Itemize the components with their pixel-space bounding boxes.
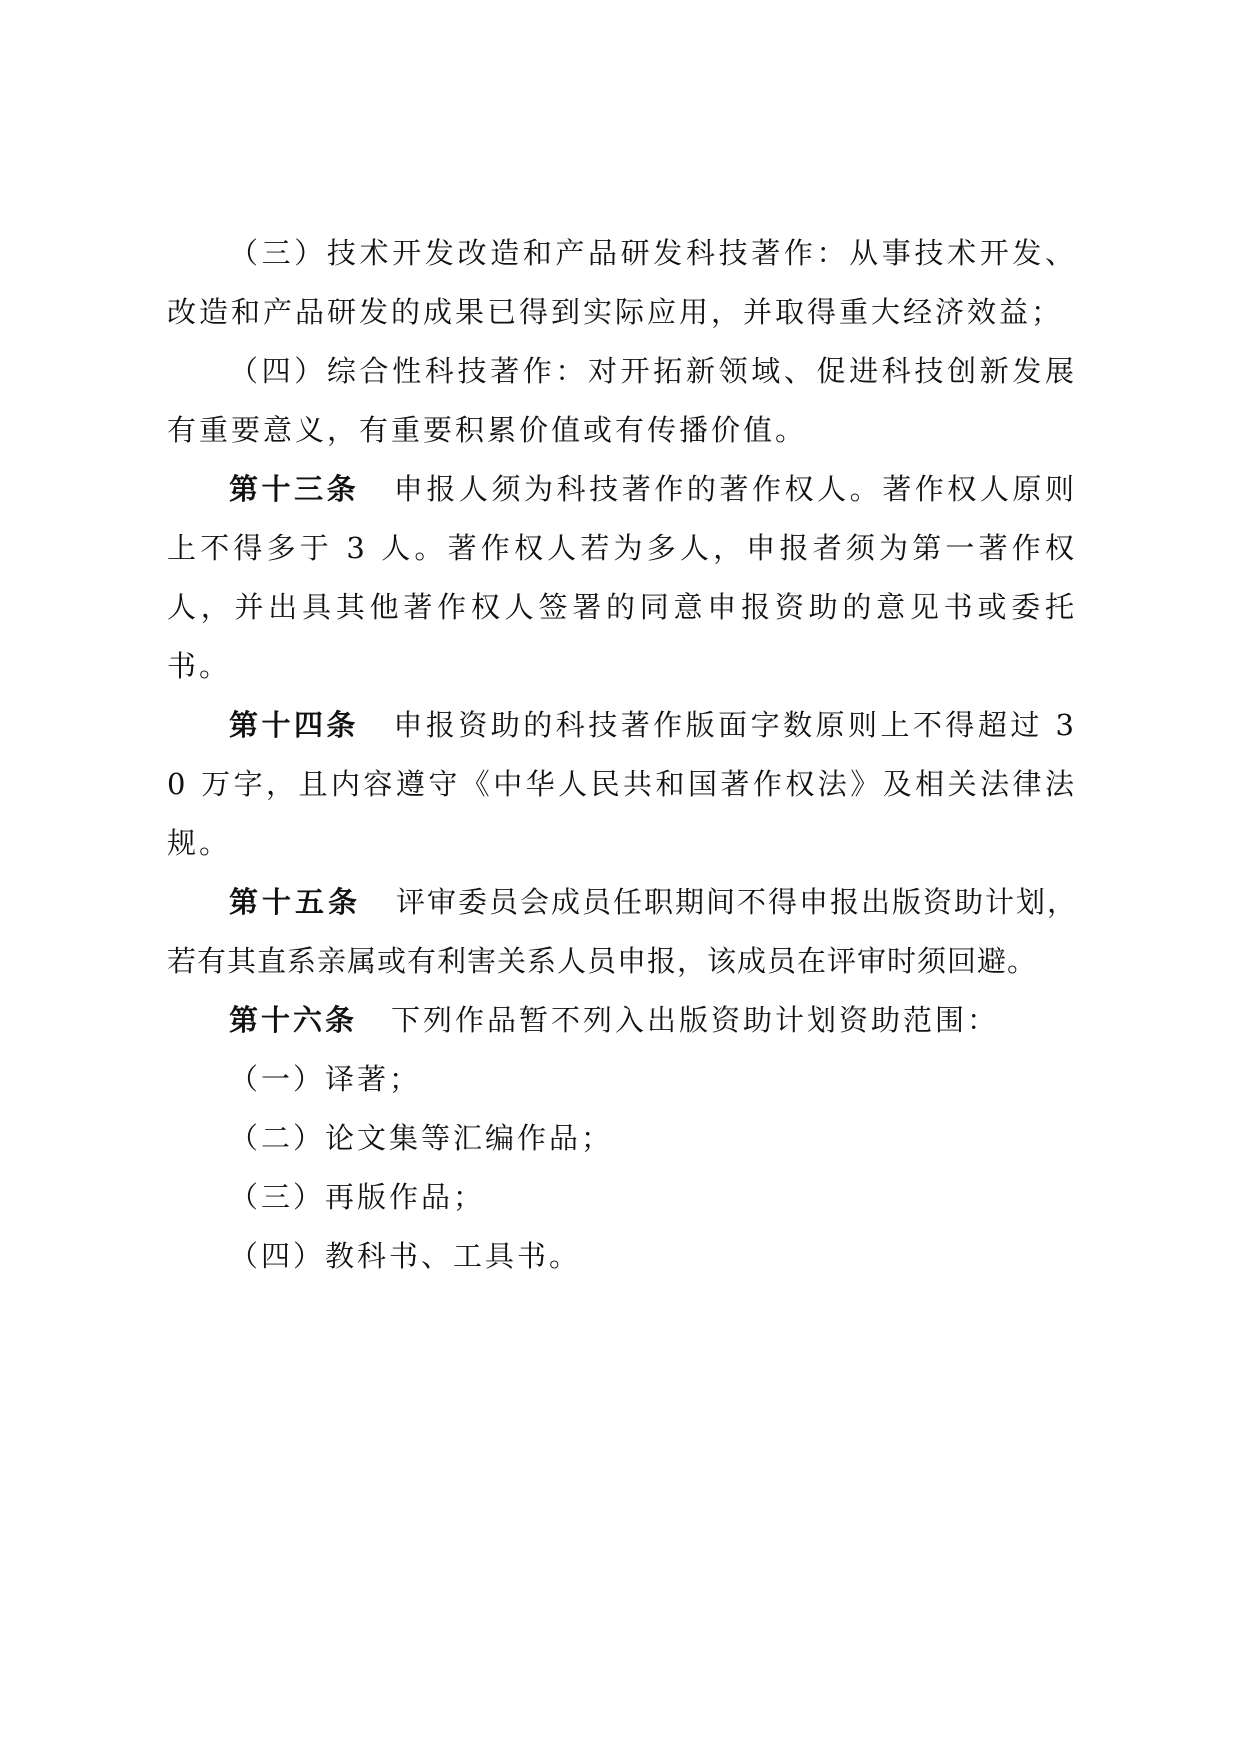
clause-item-3 [167, 224, 1077, 342]
article-heading: 第十六条 [229, 1003, 358, 1037]
exclusion-item-1 [167, 1050, 1077, 1109]
article-text: 下列作品暂不列入出版资助计划资助范围： [391, 1003, 1000, 1037]
article-16 [167, 991, 1077, 1050]
article-15 [167, 873, 1077, 991]
exclusion-text: （四）教科书、工具书。 [229, 1239, 582, 1273]
exclusion-text: （二）论文集等汇编作品； [229, 1121, 614, 1155]
clause-text: （三）技术开发改造和产品研发科技著作：从事技术开发、改造和产品研发的成果已得到实际应用，并取得重大经济效益； [167, 236, 1077, 329]
exclusion-text: （三）再版作品； [229, 1180, 486, 1214]
article-heading: 第十四条 [229, 708, 359, 742]
article-13 [167, 460, 1077, 696]
exclusion-item-4 [167, 1227, 1077, 1286]
article-text: 申报资助的科技著作版面字数原则上不得超过 30 万字，且内容遵守《中华人民共和国著作权法》及相关法律法规。 [167, 708, 1077, 860]
exclusion-item-3 [167, 1168, 1077, 1227]
clause-text: （四）综合性科技著作：对开拓新领域、促进科技创新发展有重要意义，有重要积累价值或有传播价值。 [167, 354, 1077, 447]
article-14 [167, 696, 1077, 873]
clause-item-4 [167, 342, 1077, 460]
article-heading: 第十三条 [229, 472, 360, 506]
article-heading: 第十五条 [229, 885, 361, 919]
article-text: 评审委员会成员任职期间不得申报出版资助计划，若有其直系亲属或有利害关系人员申报，该成员在评审时须回避。 [167, 885, 1077, 978]
article-text: 申报人须为科技著作的著作权人。著作权人原则上不得多于 3 人。著作权人若为多人，申报者须为第一著作权人，并出具其他著作权人签署的同意申报资助的意见书或委托书。 [167, 472, 1077, 683]
exclusion-text: （一）译著； [229, 1062, 422, 1096]
exclusion-item-2 [167, 1109, 1077, 1168]
document-body [167, 224, 1077, 1286]
